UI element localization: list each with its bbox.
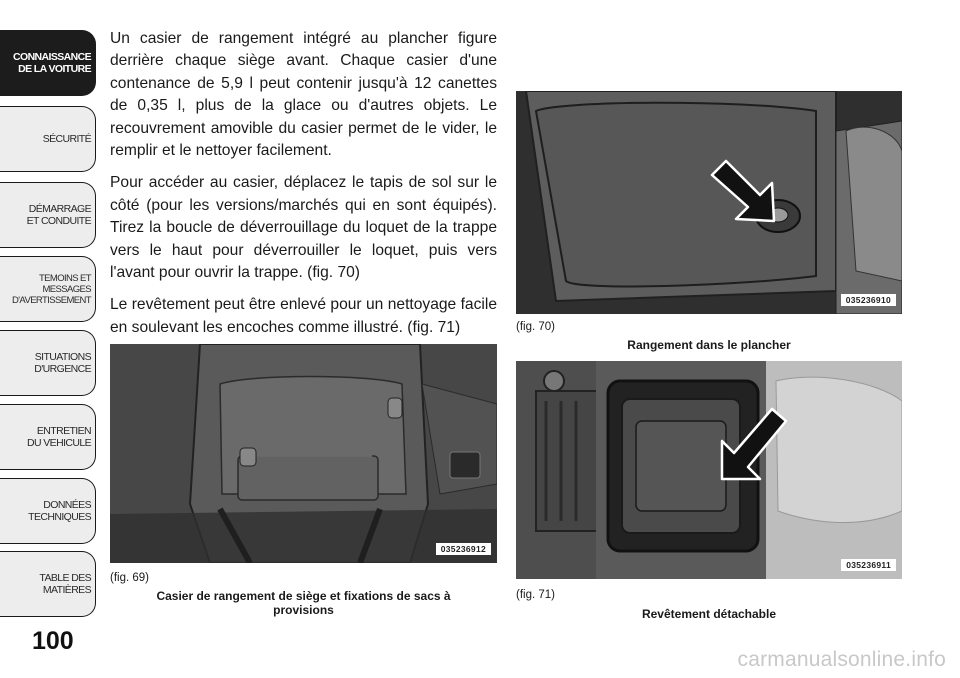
tab-label-line: SÉCURITÉ bbox=[42, 133, 91, 145]
tab-label-line: MESSAGES bbox=[42, 283, 91, 295]
tab-label-line: SITUATIONS bbox=[34, 351, 91, 363]
figure-ref: (fig. 71) bbox=[516, 589, 555, 601]
caption-line: Revêtement détachable bbox=[641, 607, 777, 621]
paragraph: Le revêtement peut être enlevé pour un nettoyage facile en soulevant les encoches comme illustré. (fig. 71) bbox=[110, 296, 497, 336]
tab-securite[interactable] bbox=[0, 106, 96, 172]
figure-code: 035236911 bbox=[841, 559, 896, 571]
tab-label-line: D'URGENCE bbox=[34, 363, 91, 375]
tab-temoins-et-messages[interactable] bbox=[0, 256, 96, 322]
tab-label-line: TEMOINS ET bbox=[38, 272, 91, 284]
figure-70-photo bbox=[516, 91, 902, 314]
liner-illustration bbox=[516, 361, 902, 579]
tab-label-line: MATIÈRES bbox=[42, 584, 91, 596]
figure-code: 035236912 bbox=[436, 543, 491, 555]
watermark: carmanualsonline.info bbox=[737, 648, 946, 671]
caption-line: provisions bbox=[273, 603, 334, 617]
tab-donnees-techniques[interactable] bbox=[0, 478, 96, 544]
figure-caption bbox=[516, 607, 902, 621]
figure-caption bbox=[110, 589, 497, 617]
figure-ref: (fig. 70) bbox=[516, 321, 555, 333]
tab-label-line: CONNAISSANCE bbox=[13, 51, 91, 63]
tab-label-line: DÉMARRAGE bbox=[28, 203, 91, 215]
body-text bbox=[110, 28, 497, 349]
caption-line: Casier de rangement de siège et fixations de sacs à bbox=[156, 589, 451, 603]
tab-connaissance-de-la-voiture[interactable] bbox=[0, 30, 96, 96]
figure-71-photo bbox=[516, 361, 902, 579]
figure-69-photo bbox=[110, 344, 497, 563]
tab-label-line: ET CONDUITE bbox=[26, 215, 91, 227]
tab-table-des-matieres[interactable] bbox=[0, 551, 96, 617]
tab-demarrage-et-conduite[interactable] bbox=[0, 182, 96, 248]
figure-code: 035236910 bbox=[841, 294, 896, 306]
figure-caption bbox=[516, 338, 902, 352]
paragraph: Un casier de rangement intégré au plancher figure derrière chaque siège avant. Chaque casier d'une contenance de 5,9 l peut contenir jusqu'à 12 canettes de 0,35 l, plus de la glace ou d'autres objets. Le recouvrement amovible du casier permet de le vider, le remplir et le nettoyer facilement. bbox=[110, 30, 497, 160]
paragraph: Pour accéder au casier, déplacez le tapis de sol sur le côté (pour les versions/marchés qui en sont équipés). Tirez la boucle de déverrouillage du loquet de la trappe vers le haut pour déverrouiller le loquet, puis vers l'avant pour ouvrir la trappe. (fig. 70) bbox=[110, 174, 497, 282]
tab-label-line: D'AVERTISSEMENT bbox=[11, 294, 91, 306]
tab-label-line: DE LA VOITURE bbox=[18, 63, 91, 75]
tab-label-line: TECHNIQUES bbox=[28, 511, 91, 523]
seatback-illustration bbox=[110, 344, 497, 563]
tab-label-line: DONNÉES bbox=[43, 499, 91, 511]
floor-bin-illustration bbox=[516, 91, 902, 314]
caption-line: Rangement dans le plancher bbox=[627, 338, 791, 352]
figure-ref: (fig. 69) bbox=[110, 572, 149, 584]
tab-entretien-du-vehicule[interactable] bbox=[0, 404, 96, 470]
tab-label-line: TABLE DES bbox=[39, 572, 91, 584]
tab-label-line: DU VEHICULE bbox=[27, 437, 91, 449]
tab-situations-d-urgence[interactable] bbox=[0, 330, 96, 396]
tab-label-line: ENTRETIEN bbox=[36, 425, 91, 437]
page-number: 100 bbox=[32, 627, 74, 655]
